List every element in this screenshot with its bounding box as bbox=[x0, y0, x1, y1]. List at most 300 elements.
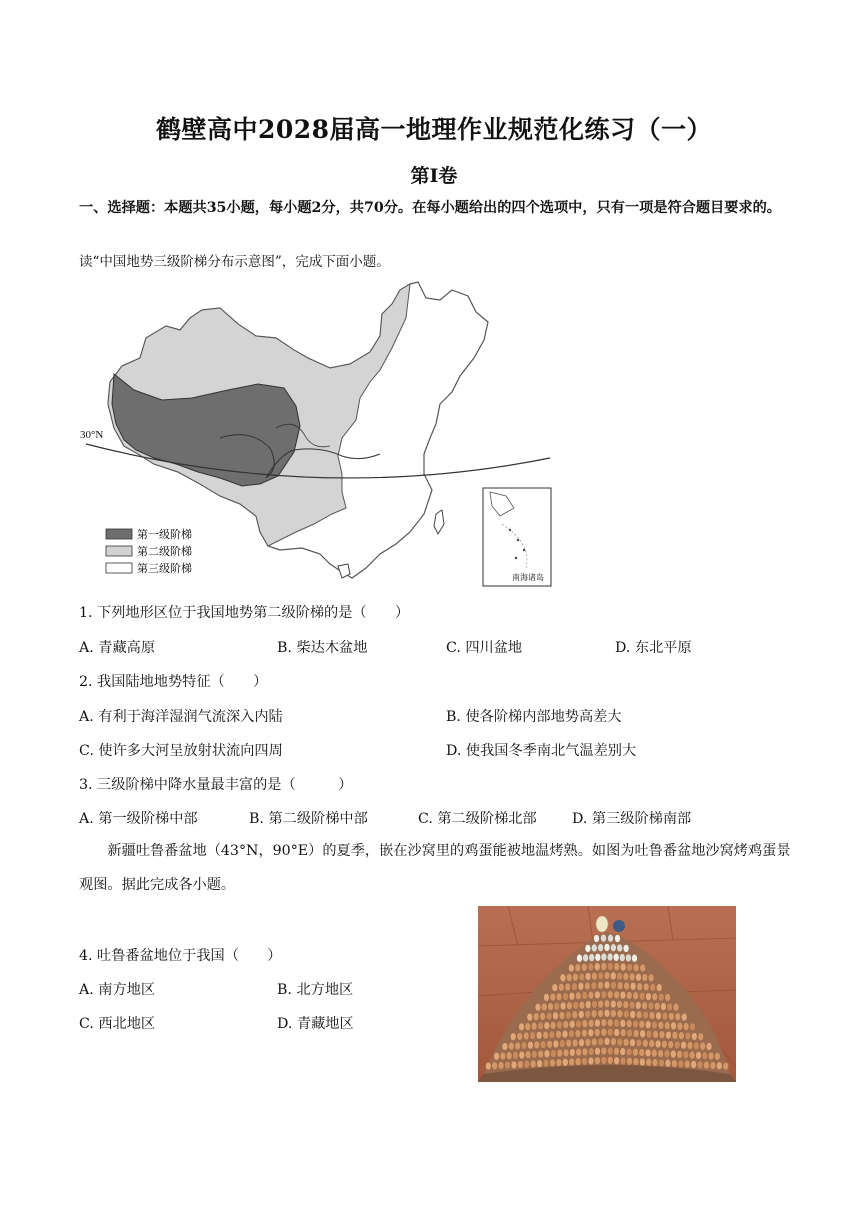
egg bbox=[710, 1062, 716, 1070]
egg bbox=[595, 991, 601, 999]
egg bbox=[591, 1038, 597, 1046]
egg bbox=[559, 1040, 565, 1048]
egg bbox=[588, 991, 594, 999]
egg bbox=[633, 1048, 639, 1056]
egg bbox=[563, 1021, 569, 1029]
egg bbox=[568, 964, 574, 972]
egg bbox=[614, 1057, 620, 1065]
egg bbox=[642, 1039, 648, 1047]
egg bbox=[666, 1031, 672, 1039]
egg bbox=[535, 1003, 541, 1011]
egg bbox=[530, 1060, 536, 1068]
question-4-option-d: D. 青藏地区 bbox=[277, 1016, 354, 1032]
egg bbox=[665, 994, 671, 1002]
egg bbox=[629, 973, 635, 981]
egg bbox=[617, 982, 623, 990]
egg bbox=[648, 974, 654, 982]
egg bbox=[626, 992, 632, 1000]
egg bbox=[556, 1059, 562, 1067]
egg bbox=[691, 1061, 697, 1069]
egg bbox=[632, 954, 638, 962]
top-egg bbox=[596, 916, 608, 932]
egg bbox=[579, 1001, 585, 1009]
egg bbox=[550, 993, 556, 1001]
egg bbox=[592, 972, 598, 980]
egg bbox=[485, 1062, 491, 1070]
egg bbox=[492, 1062, 498, 1070]
egg bbox=[553, 1040, 559, 1048]
egg bbox=[662, 1012, 668, 1020]
question-3-option-b: B. 第二级阶梯中部 bbox=[249, 811, 368, 827]
egg bbox=[500, 1052, 506, 1060]
egg bbox=[575, 1030, 581, 1038]
egg bbox=[617, 944, 623, 952]
egg bbox=[582, 1048, 588, 1056]
egg bbox=[556, 1031, 562, 1039]
egg bbox=[648, 1002, 654, 1010]
egg bbox=[664, 1022, 670, 1030]
question-3-stem: 3. 三级阶梯中降水量最丰富的是（ ） bbox=[79, 777, 353, 793]
egg bbox=[601, 1028, 607, 1036]
egg bbox=[681, 1041, 687, 1049]
egg bbox=[646, 1058, 652, 1066]
egg bbox=[579, 973, 585, 981]
egg bbox=[538, 1022, 544, 1030]
egg bbox=[594, 935, 600, 943]
egg bbox=[645, 1049, 651, 1057]
question-4-stem: 4. 吐鲁番盆地位于我国（ ） bbox=[79, 948, 282, 964]
egg bbox=[575, 964, 581, 972]
egg bbox=[594, 963, 600, 971]
egg bbox=[697, 1061, 703, 1069]
egg bbox=[591, 944, 597, 952]
egg bbox=[585, 1010, 591, 1018]
egg bbox=[614, 1029, 620, 1037]
egg bbox=[498, 1062, 504, 1070]
egg bbox=[569, 1020, 575, 1028]
egg bbox=[506, 1052, 512, 1060]
egg bbox=[547, 1040, 553, 1048]
egg bbox=[610, 1000, 616, 1008]
egg bbox=[589, 954, 595, 962]
egg bbox=[582, 1029, 588, 1037]
egg bbox=[607, 953, 613, 961]
page-title: 鹤壁高中2028届高一地理作业规范化练习（一） bbox=[155, 115, 713, 144]
egg bbox=[615, 935, 621, 943]
egg bbox=[563, 1049, 569, 1057]
egg bbox=[651, 1049, 657, 1057]
egg bbox=[607, 1047, 613, 1055]
egg bbox=[649, 1012, 655, 1020]
egg bbox=[693, 1042, 699, 1050]
egg bbox=[715, 1052, 721, 1060]
egg bbox=[613, 953, 619, 961]
egg bbox=[569, 1049, 575, 1057]
question-1-option-b: B. 柴达木盆地 bbox=[277, 640, 368, 656]
egg bbox=[565, 983, 571, 991]
egg bbox=[546, 1012, 552, 1020]
egg bbox=[656, 984, 662, 992]
egg bbox=[658, 1021, 664, 1029]
egg bbox=[534, 1041, 540, 1049]
egg bbox=[521, 1042, 527, 1050]
egg bbox=[578, 1011, 584, 1019]
egg bbox=[636, 973, 642, 981]
latitude-label: 30°N bbox=[80, 429, 104, 441]
egg bbox=[513, 1052, 519, 1060]
egg bbox=[716, 1062, 722, 1070]
egg bbox=[566, 1039, 572, 1047]
egg bbox=[698, 1033, 704, 1041]
question-1-option-c: C. 四川盆地 bbox=[446, 640, 523, 656]
egg bbox=[610, 972, 616, 980]
egg bbox=[528, 1041, 534, 1049]
egg bbox=[617, 1001, 623, 1009]
egg bbox=[558, 983, 564, 991]
legend-swatch-second bbox=[106, 546, 132, 556]
china-terrain-map bbox=[80, 278, 555, 588]
egg bbox=[639, 1058, 645, 1066]
egg bbox=[550, 1059, 556, 1067]
egg bbox=[683, 1051, 689, 1059]
egg bbox=[598, 981, 604, 989]
egg bbox=[525, 1051, 531, 1059]
egg bbox=[665, 1059, 671, 1067]
egg bbox=[611, 981, 617, 989]
egg bbox=[681, 1013, 687, 1021]
question-2-option-d: D. 使我国冬季南北气温差别大 bbox=[446, 743, 637, 759]
egg bbox=[572, 983, 578, 991]
legend-label-first: 第一级阶梯 bbox=[137, 529, 192, 541]
egg bbox=[604, 1009, 610, 1017]
legend-swatch-third bbox=[106, 563, 132, 573]
egg bbox=[588, 1048, 594, 1056]
egg bbox=[591, 1010, 597, 1018]
egg bbox=[604, 944, 610, 952]
egg bbox=[538, 1050, 544, 1058]
egg bbox=[640, 1030, 646, 1038]
egg bbox=[543, 1031, 549, 1039]
egg bbox=[702, 1052, 708, 1060]
egg bbox=[607, 1028, 613, 1036]
egg bbox=[544, 1022, 550, 1030]
question-2-stem: 2. 我国陆地地势特征（ ） bbox=[79, 674, 268, 690]
passage-text: 新疆吐鲁番盆地（43°N，90°E）的夏季，嵌在沙窝里的鸡蛋能被地温烤熟。如图为吐鲁番盆地沙窝烤鸡蛋景观图。据此完成各小题。 bbox=[79, 843, 791, 893]
question-3-option-a: A. 第一级阶梯中部 bbox=[79, 811, 198, 827]
egg bbox=[578, 982, 584, 990]
egg bbox=[581, 963, 587, 971]
blue-ornament bbox=[613, 920, 625, 932]
question-3-option-c: C. 第二级阶梯北部 bbox=[418, 811, 537, 827]
egg bbox=[572, 1039, 578, 1047]
egg bbox=[595, 1057, 601, 1065]
egg bbox=[576, 1048, 582, 1056]
egg bbox=[611, 1010, 617, 1018]
egg bbox=[633, 1030, 639, 1038]
egg bbox=[551, 1050, 557, 1058]
egg bbox=[518, 1061, 524, 1069]
egg bbox=[608, 934, 614, 942]
egg bbox=[623, 1039, 629, 1047]
egg bbox=[579, 1039, 585, 1047]
egg bbox=[650, 983, 656, 991]
question-4-option-a: A. 南方地区 bbox=[79, 982, 156, 998]
question-2-option-a: A. 有利于海洋湿润气流深入内陆 bbox=[79, 709, 283, 725]
egg bbox=[627, 1057, 633, 1065]
egg bbox=[540, 1013, 546, 1021]
egg bbox=[554, 1002, 560, 1010]
egg bbox=[626, 1048, 632, 1056]
egg bbox=[661, 1003, 667, 1011]
egg bbox=[670, 1050, 676, 1058]
egg bbox=[562, 1030, 568, 1038]
egg bbox=[601, 963, 607, 971]
egg bbox=[674, 1041, 680, 1049]
egg bbox=[646, 1030, 652, 1038]
egg bbox=[598, 944, 604, 952]
egg bbox=[595, 953, 601, 961]
egg bbox=[614, 991, 620, 999]
egg bbox=[576, 1020, 582, 1028]
egg bbox=[652, 1021, 658, 1029]
egg bbox=[646, 993, 652, 1001]
egg bbox=[642, 974, 648, 982]
egg bbox=[630, 1011, 636, 1019]
volume-label: 第Ⅰ卷 bbox=[410, 165, 458, 187]
question-1-option-a: A. 青藏高原 bbox=[79, 640, 156, 656]
egg bbox=[614, 963, 620, 971]
egg bbox=[620, 1020, 626, 1028]
egg bbox=[614, 1019, 620, 1027]
egg bbox=[607, 1019, 613, 1027]
egg bbox=[611, 1038, 617, 1046]
egg bbox=[684, 1060, 690, 1068]
egg bbox=[645, 1021, 651, 1029]
egg bbox=[604, 1038, 610, 1046]
egg bbox=[623, 1010, 629, 1018]
egg bbox=[598, 1038, 604, 1046]
egg bbox=[583, 954, 589, 962]
egg bbox=[643, 1011, 649, 1019]
question-1-option-d: D. 东北平原 bbox=[615, 640, 692, 656]
egg bbox=[588, 1029, 594, 1037]
egg bbox=[658, 993, 664, 1001]
egg bbox=[560, 1002, 566, 1010]
egg bbox=[617, 1038, 623, 1046]
egg bbox=[601, 1047, 607, 1055]
egg bbox=[502, 1043, 508, 1051]
egg bbox=[639, 1020, 645, 1028]
egg bbox=[582, 992, 588, 1000]
egg bbox=[607, 991, 613, 999]
egg bbox=[619, 954, 625, 962]
egg bbox=[671, 1022, 677, 1030]
egg bbox=[601, 934, 607, 942]
egg bbox=[630, 982, 636, 990]
egg bbox=[582, 1057, 588, 1065]
egg bbox=[626, 954, 632, 962]
egg bbox=[723, 1062, 729, 1070]
inset-island bbox=[515, 557, 517, 559]
egg bbox=[667, 1003, 673, 1011]
egg bbox=[588, 963, 594, 971]
egg bbox=[524, 1060, 530, 1068]
egg bbox=[690, 1023, 696, 1031]
egg bbox=[627, 1029, 633, 1037]
egg bbox=[505, 1061, 511, 1069]
egg bbox=[677, 1022, 683, 1030]
egg bbox=[552, 984, 558, 992]
egg bbox=[592, 1001, 598, 1009]
egg bbox=[548, 1003, 554, 1011]
egg bbox=[643, 983, 649, 991]
egg bbox=[649, 1040, 655, 1048]
egg bbox=[508, 1042, 514, 1050]
egg bbox=[575, 992, 581, 1000]
section-heading: 一、选择题：本题共35小题，每小题2分，共70分。在每小题给出的四个选项中，只有一项是符合题目要求的。 bbox=[79, 200, 781, 216]
egg bbox=[562, 1058, 568, 1066]
legend-label-third: 第三级阶梯 bbox=[137, 563, 192, 575]
egg bbox=[659, 1059, 665, 1067]
egg bbox=[510, 1033, 516, 1041]
egg bbox=[658, 1050, 664, 1058]
egg bbox=[563, 993, 569, 1001]
egg bbox=[598, 972, 604, 980]
egg bbox=[679, 1032, 685, 1040]
egg bbox=[620, 963, 626, 971]
egg bbox=[626, 1020, 632, 1028]
egg bbox=[668, 1013, 674, 1021]
egg bbox=[630, 1039, 636, 1047]
egg-pyramid-illustration bbox=[478, 906, 736, 1082]
map-intro: 读“中国地势三级阶梯分布示意图”，完成下面小题。 bbox=[79, 254, 390, 270]
egg bbox=[691, 1033, 697, 1041]
egg bbox=[588, 1020, 594, 1028]
egg bbox=[533, 1013, 539, 1021]
egg bbox=[607, 963, 613, 971]
egg bbox=[623, 1001, 629, 1009]
egg bbox=[614, 1047, 620, 1055]
egg bbox=[544, 1050, 550, 1058]
egg bbox=[635, 1002, 641, 1010]
egg bbox=[523, 1032, 529, 1040]
egg bbox=[624, 982, 630, 990]
egg bbox=[519, 1051, 525, 1059]
egg bbox=[620, 1057, 626, 1065]
egg bbox=[544, 994, 550, 1002]
egg bbox=[706, 1043, 712, 1051]
egg bbox=[595, 1047, 601, 1055]
egg bbox=[611, 944, 617, 952]
egg bbox=[560, 974, 566, 982]
egg bbox=[585, 945, 591, 953]
egg bbox=[620, 991, 626, 999]
inset-island bbox=[517, 539, 519, 541]
egg-sand-photo bbox=[478, 906, 736, 1082]
egg bbox=[530, 1032, 536, 1040]
egg bbox=[689, 1051, 695, 1059]
egg bbox=[585, 973, 591, 981]
question-4-option-b: B. 北方地区 bbox=[277, 982, 354, 998]
egg bbox=[559, 1012, 565, 1020]
egg bbox=[569, 1058, 575, 1066]
egg bbox=[511, 1061, 517, 1069]
egg bbox=[659, 1031, 665, 1039]
egg bbox=[585, 1001, 591, 1009]
egg bbox=[595, 1019, 601, 1027]
egg bbox=[573, 1002, 579, 1010]
egg bbox=[623, 945, 629, 953]
egg bbox=[685, 1032, 691, 1040]
egg bbox=[575, 1058, 581, 1066]
egg bbox=[639, 1049, 645, 1057]
egg bbox=[633, 992, 639, 1000]
egg bbox=[601, 953, 607, 961]
egg bbox=[601, 1019, 607, 1027]
egg bbox=[531, 1022, 537, 1030]
egg bbox=[672, 1060, 678, 1068]
egg bbox=[588, 1057, 594, 1065]
egg bbox=[585, 1039, 591, 1047]
egg bbox=[629, 1001, 635, 1009]
egg bbox=[601, 991, 607, 999]
egg bbox=[601, 1057, 607, 1065]
egg bbox=[656, 1012, 662, 1020]
legend-swatch-first bbox=[106, 529, 132, 539]
egg bbox=[553, 1012, 559, 1020]
egg bbox=[572, 1011, 578, 1019]
egg bbox=[591, 982, 597, 990]
egg bbox=[708, 1052, 714, 1060]
question-4-option-c: C. 西北地区 bbox=[79, 1016, 156, 1032]
egg bbox=[567, 1002, 573, 1010]
egg bbox=[540, 1041, 546, 1049]
egg bbox=[598, 1010, 604, 1018]
egg bbox=[652, 993, 658, 1001]
egg bbox=[620, 1029, 626, 1037]
egg bbox=[637, 983, 643, 991]
map-legend bbox=[106, 527, 192, 575]
egg bbox=[594, 1029, 600, 1037]
egg bbox=[620, 1048, 626, 1056]
egg bbox=[598, 1000, 604, 1008]
egg bbox=[573, 973, 579, 981]
egg bbox=[549, 1031, 555, 1039]
egg bbox=[633, 964, 639, 972]
egg bbox=[541, 1003, 547, 1011]
egg bbox=[566, 1011, 572, 1019]
egg bbox=[527, 1013, 533, 1021]
egg bbox=[639, 992, 645, 1000]
egg bbox=[696, 1052, 702, 1060]
egg bbox=[569, 1030, 575, 1038]
egg bbox=[582, 1020, 588, 1028]
egg bbox=[617, 972, 623, 980]
taiwan-island bbox=[434, 510, 444, 534]
egg bbox=[687, 1042, 693, 1050]
egg bbox=[532, 1051, 538, 1059]
egg bbox=[536, 1032, 542, 1040]
egg bbox=[604, 1000, 610, 1008]
egg bbox=[675, 1013, 681, 1021]
egg bbox=[566, 974, 572, 982]
egg bbox=[654, 1002, 660, 1010]
question-2-option-c: C. 使许多大河呈放射状流向四周 bbox=[79, 743, 283, 759]
egg bbox=[617, 1010, 623, 1018]
egg bbox=[585, 982, 591, 990]
egg bbox=[557, 1021, 563, 1029]
egg bbox=[655, 1040, 661, 1048]
